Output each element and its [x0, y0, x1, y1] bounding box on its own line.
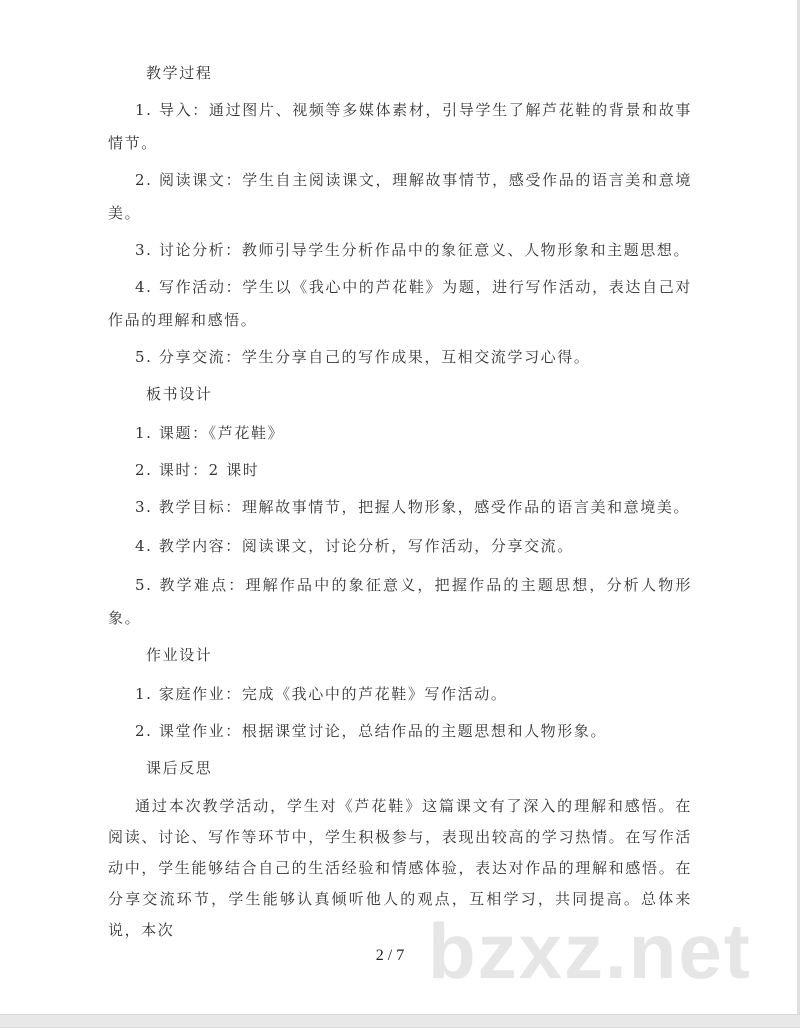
- watermark: bzxz.net: [428, 907, 752, 995]
- section-heading: 板书设计: [146, 385, 213, 403]
- list-item: 5. 分享交流：学生分享自己的写作成果，互相交流学习心得。: [135, 348, 591, 366]
- reflection-paragraph: 通过本次教学活动，学生对《芦花鞋》这篇课文有了深入的理解和感悟。在阅读、讨论、写作等环节中，学生积极参与，表现出较高的学习热情。在写作活动中，学生能够结合自己的生活经验和情感体验，表达对作品的理解和感悟。在分享交流环节，学生能够认真倾听他人的观点，互相学习，共同提高。总体来说，本次: [108, 797, 692, 939]
- section-heading: 作业设计: [146, 646, 213, 664]
- document-body: [108, 57, 692, 950]
- section-heading: 课后反思: [146, 759, 213, 777]
- list-item: 4. 写作活动：学生以《我心中的芦花鞋》为题，进行写作活动，表达自己对作品的理解和感悟。: [108, 278, 692, 329]
- list-item: 2. 课堂作业：根据课堂讨论，总结作品的主题思想和人物形象。: [135, 722, 608, 740]
- list-item: 1. 导入：通过图片、视频等多媒体素材，引导学生了解芦花鞋的背景和故事情节。: [108, 101, 692, 152]
- list-item: 2. 阅读课文：学生自主阅读课文，理解故事情节，感受作品的语言美和意境美。: [108, 171, 692, 222]
- list-item: 5. 教学难点：理解作品中的象征意义，把握作品的主题思想，分析人物形象。: [108, 576, 692, 627]
- list-item: 1. 家庭作业：完成《我心中的芦花鞋》写作活动。: [135, 685, 508, 703]
- list-item: 1. 课题：《芦花鞋》: [135, 424, 285, 442]
- list-item: 3. 教学目标：理解故事情节，把握人物形象，感受作品的语言美和意境美。: [135, 498, 691, 516]
- page-separator: [0, 1014, 800, 1028]
- section-heading: 教学过程: [146, 64, 213, 82]
- list-item: 2. 课时：2 课时: [135, 461, 260, 479]
- list-item: 4. 教学内容：阅读课文，讨论分析，写作活动，分享交流。: [135, 537, 574, 555]
- page-number: 2 / 7: [375, 947, 405, 964]
- list-item: 3. 讨论分析：教师引导学生分析作品中的象征意义、人物形象和主题思想。: [135, 241, 691, 259]
